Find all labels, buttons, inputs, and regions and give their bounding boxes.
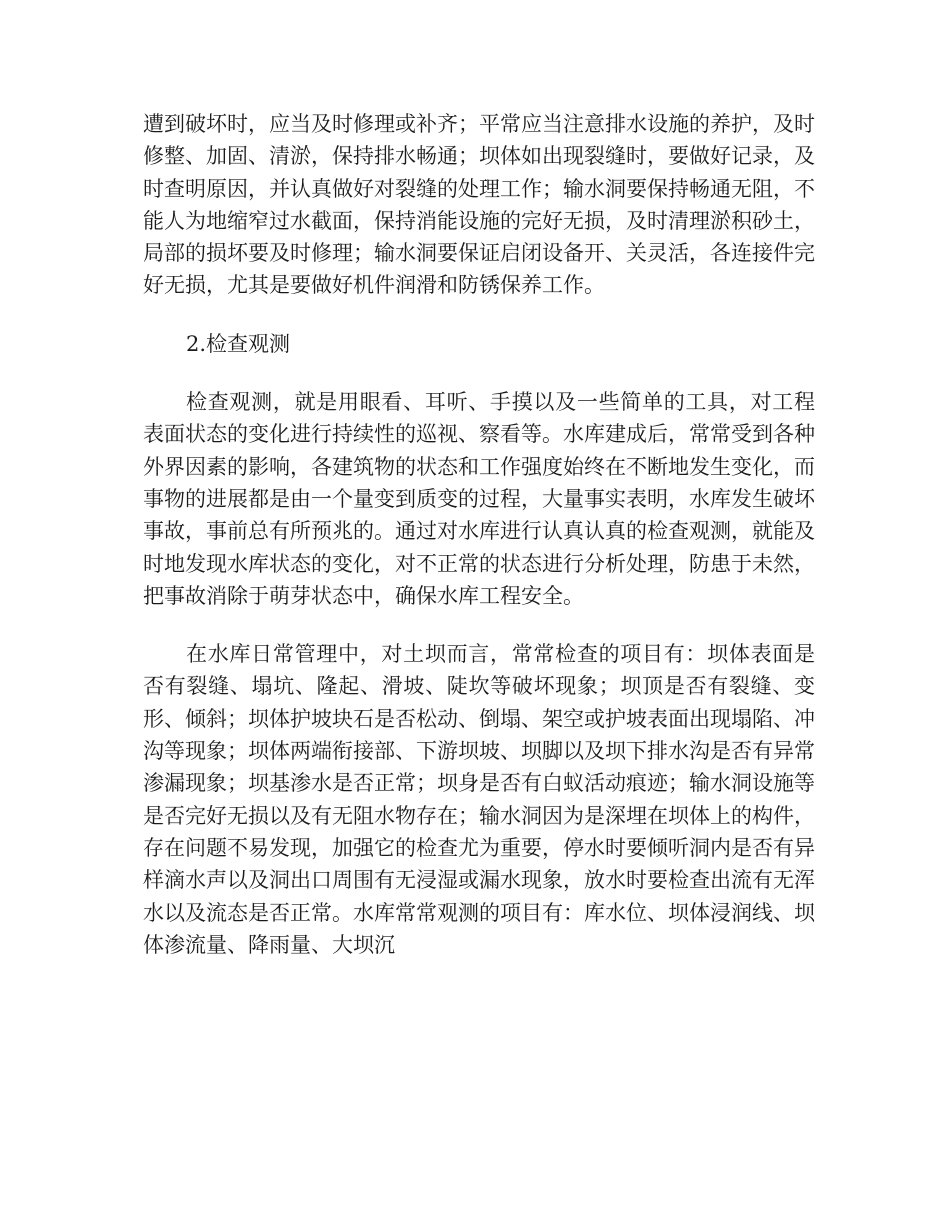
document-body [143,108,815,961]
section-heading-inspection: 2.检查观测 [186,331,291,356]
paragraph-inspection-items: 在水库日常管理中，对土坝而言，常常检查的项目有：坝体表面是否有裂缝、塌坑、隆起、滑坡、陡坎等破坏现象；坝顶是否有裂缝、变形、倾斜；坝体护坡块石是否松动、倒塌、架空或护坡表面出现塌陷、冲沟等现象；坝体两端衔接部、下游坝坡、坝脚以及坝下排水沟是否有异常渗漏现象；坝基渗水是否正常；坝身是否有白蚁活动痕迹；输水洞设施等是否完好无损以及有无阻水物存在；输水洞因为是深埋在坝体上的构件，存在问题不易发现，加强它的检查尤为重要，停水时要倾听洞内是否有异样滴水声以及洞出口周围有无浸湿或漏水现象，放水时要检查出流有无浑水以及流态是否正常。水库常常观测的项目有：库水位、坝体浸润线、坝体渗流量、降雨量、大坝沉 [143,642,815,957]
paragraph-inspection-definition: 检查观测，就是用眼看、耳听、手摸以及一些简单的工具，对工程表面状态的变化进行持续性的巡视、察看等。水库建成后，常常受到各种外界因素的影响，各建筑物的状态和工作强度始终在不断地发生变化，而事物的进展都是由一个量变到质变的过程，大量事实表明，水库发生破坏事故，事前总有所预兆的。通过对水库进行认真认真的检查观测，就能及时地发现水库状态的变化，对不正常的状态进行分析处理，防患于未然，把事故消除于萌芽状态中，确保水库工程安全。 [143,390,815,608]
paragraph-drainage-maintenance: 遭到破坏时，应当及时修理或补齐；平常应当注意排水设施的养护，及时修整、加固、清淤，保持排水畅通；坝体如出现裂缝时，要做好记录，及时查明原因，并认真做好对裂缝的处理工作；输水洞要保持畅通无阻，不能人为地缩窄过水截面，保持消能设施的完好无损，及时清理淤积砂土，局部的损坏要及时修理；输水洞要保证启闭设备开、关灵活，各连接件完好无损，尤其是要做好机件润滑和防锈保养工作。 [143,112,815,298]
